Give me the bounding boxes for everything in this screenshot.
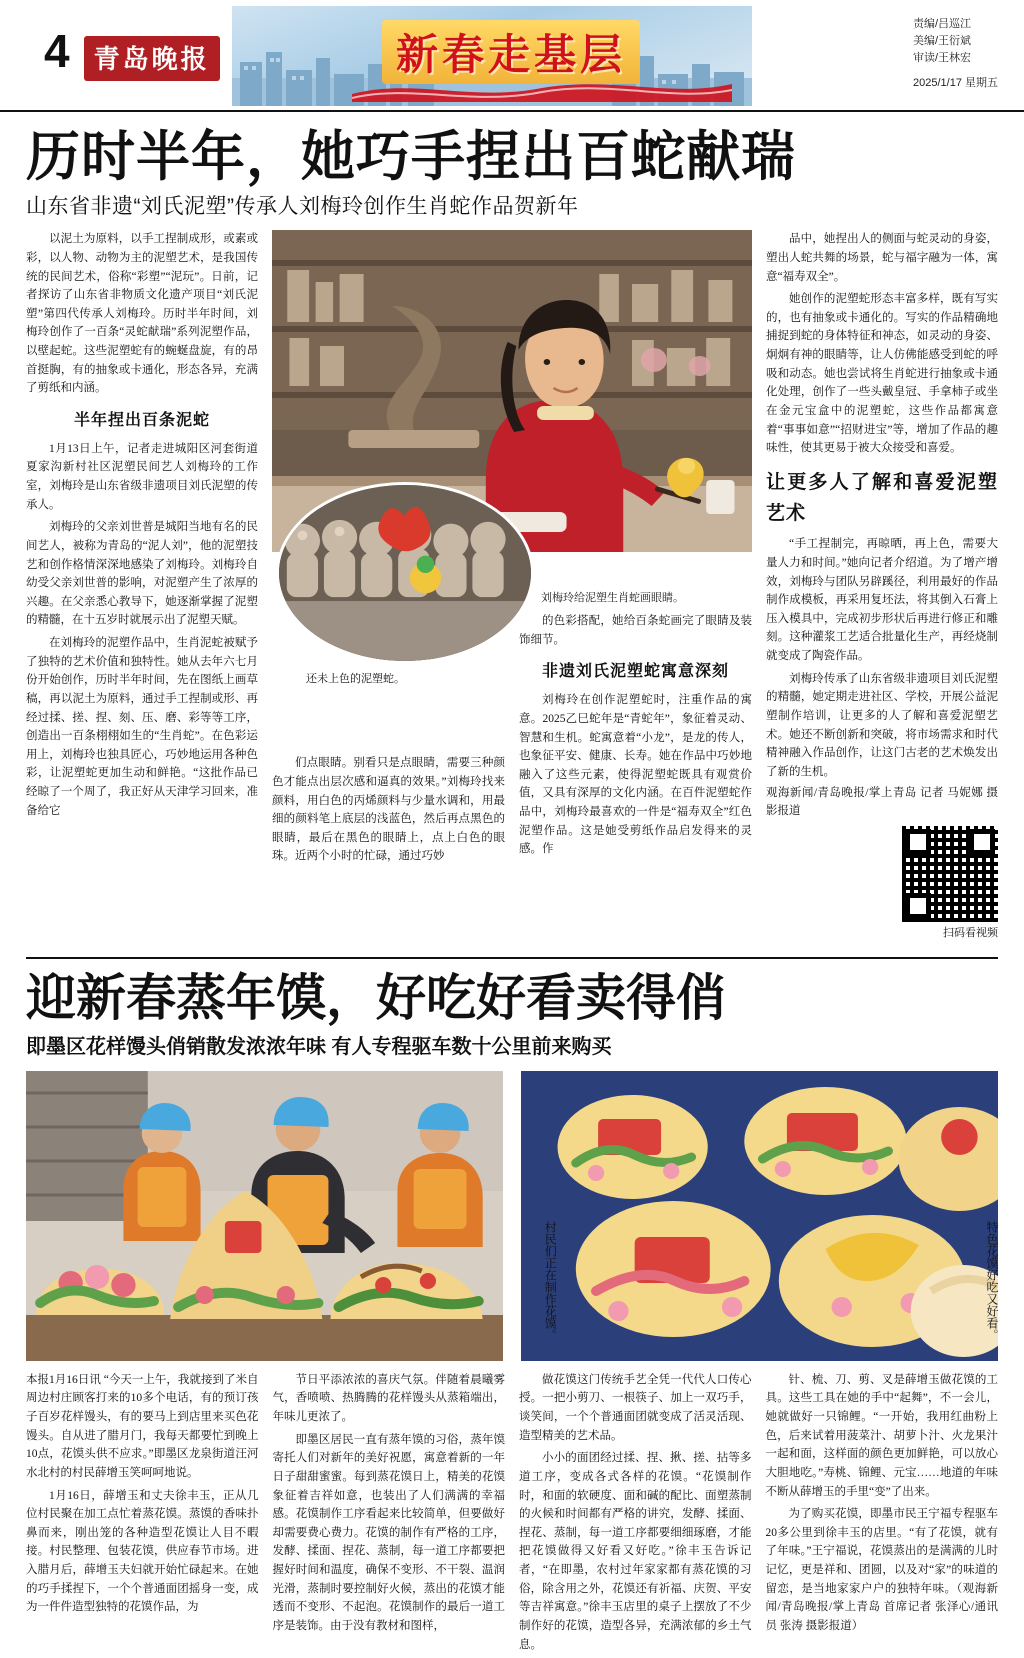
story1-headline: 历时半年，她巧手捏出百蛇献瑞 bbox=[26, 127, 796, 187]
paragraph: “手工捏制完，再晾晒，再上色，需要大量人力和时间。”她向记者介绍道。为了增产增效，刘梅玲与团队另辟蹊径，利用最好的作品制作成模板，再采用复坯法，将其倒入石膏上压入模具中，完成初步形状后再进行修正和雕刻。这种灌浆工艺适合批量化生产，再经烧制就变成了陶瓷作品。 bbox=[766, 538, 998, 663]
qr-caption: 扫码看视频 bbox=[943, 926, 998, 939]
caption-artisan-painting-eyes: 刘梅玲给泥塑生肖蛇画眼睛。 bbox=[541, 592, 684, 605]
story1-byline: 观海新闻/青岛晚报/掌上青岛 记者 马妮娜 摄影报道 bbox=[766, 787, 998, 817]
story2-col-2 bbox=[273, 1371, 506, 1658]
paragraph: 为了购买花馍，即墨市民王宁福专程驱车20多公里到徐丰玉的店里。“有了花馍，就有了年味。”王宁福说，花馍蒸出的是满满的儿时记忆，更是祥和、团圆，以及对“家”的味道的留恋，是当地家家户户的独特年味。（观海新闻/青岛晚报/掌上青岛 首席记者 张泽心/通讯员 张涛 摄影报道） bbox=[765, 1508, 998, 1632]
story1-columns bbox=[26, 230, 998, 942]
caption-unpainted-clay-snakes: 还未上色的泥塑蛇。 bbox=[306, 673, 405, 686]
story1-subhead: 山东省非遗“刘氏泥塑”传承人刘梅玲创作生肖蛇作品贺新年 bbox=[26, 195, 579, 219]
credit-editor: 责编/吕巡江 bbox=[913, 18, 972, 30]
section-banner bbox=[232, 6, 752, 106]
caption-decorative-huamo: 特色花馍好吃又好看。 bbox=[985, 1220, 999, 1341]
masthead bbox=[0, 0, 1024, 112]
paragraph: 刘梅玲在创作泥塑蛇时，注重作品的寓意。2025乙巳蛇年是“青蛇年”，象征着灵动、智慧和生机。蛇寓意着“小龙”，是龙的传人，也象征平安、健康、长寿。她在作品中巧妙地融入了这些元素，使得泥塑蛇既具有观赏价值，又具有深厚的文化内涵。在百件泥塑蛇作品中，刘梅玲最喜欢的一件是“福寿双全”红色泥塑作品。这是她受剪纸作品启发得来的灵感。作 bbox=[519, 694, 752, 856]
story1-section1-title: 半年捏出百条泥蛇 bbox=[73, 411, 210, 429]
story-divider bbox=[26, 957, 998, 959]
story1-left-column bbox=[26, 230, 258, 942]
credit-designer: 美编/王衍斌 bbox=[913, 35, 972, 48]
paragraph: 节日平添浓浓的喜庆气氛。伴随着晨曦雾气，香喷喷、热腾腾的花样馒头从蒸箱端出，年味儿更浓了。 bbox=[272, 1373, 505, 1424]
paragraph: 1月16日，薛增玉和丈夫徐丰玉，正从几位村民聚在加工点忙着蒸花馍。蒸馍的香味扑鼻而来，刚出笼的各种造型花馍让人目不暇接。村民整理、包装花馍，供应春节市场。进入腊月后，薛增玉夫妇就开始忙碌起来。在她的巧手揉捏下，一个个普通面团摇身一变，成为一件件造型独特的花馍作品，为 bbox=[26, 1489, 259, 1614]
paragraph: 刘梅玲传承了山东省级非遗项目刘氏泥塑的精髓，她定期走进社区、学校，开展公益泥塑制作培训，让更多的人了解和喜爱泥塑艺术。她还不断创新和突破，将市场需求和时代精神融入作品创作，让这门古老的艺术焕发出了新的生机。 bbox=[766, 672, 998, 778]
paragraph: 的色彩搭配，她给百条蛇画完了眼睛及装饰细节。 bbox=[519, 615, 752, 646]
masthead-credits bbox=[913, 16, 998, 92]
paragraph: 针、梳、刀、剪、叉是薛增玉做花馍的工具。这些工具在她的手中“起舞”，不一会儿，她就做好一只锦鲤。“一开始，我用红曲粉上色，后来试着用菠菜汁、胡萝卜汁、火龙果汁一起和面，这样面的颜色更加鲜艳，可以放心大胆地吃。”寿桃、锦鲤、元宝……地道的年味不断从薛增玉的手里“变”了出来。 bbox=[765, 1373, 998, 1498]
paragraph: 即墨区居民一直有蒸年馍的习俗，蒸年馍寄托人们对新年的美好祝愿，寓意着新的一年日子甜甜蜜蜜。每到蒸花馍日上，精美的花馍象征着吉祥如意，也装出了人们满满的幸福感。花馍制作工序看起来比较简单，但要做好却需要费心费力。花馍的制作有严格的工序，发酵、揉面、捏花、蒸制，每一道工序都要把握好时间和温度，确保不变形、不干裂、温润光滑，蒸制时要控制好火候，蒸出的花馍才能透而不变形、不起泡。花馍制作的最后一道工序是装饰。由于没有教材和图样， bbox=[272, 1433, 505, 1632]
story1-center-column bbox=[272, 230, 752, 942]
story2-col-1 bbox=[26, 1371, 259, 1658]
qr-block bbox=[766, 826, 998, 943]
story2-headline: 迎新春蒸年馍，好吃好看卖得俏 bbox=[26, 969, 726, 1026]
story1-center-col-b bbox=[519, 592, 752, 870]
story2-columns bbox=[26, 1371, 998, 1658]
story1-center-col-a bbox=[272, 754, 505, 870]
paragraph: 1月13日上午，记者走进城阳区河套街道夏家沟新村社区泥塑民间艺人刘梅玲的工作室，刘梅玲是山东省级非遗项目刘氏泥塑的传承人。 bbox=[26, 442, 258, 511]
story-huamo bbox=[0, 971, 1024, 1658]
paragraph: 刘梅玲的父亲刘世普是城阳当地有名的民间艺人，被称为青岛的“泥人刘”，他的泥塑技艺和创作格情深深地感染了刘梅玲。刘梅玲自幼受父亲刘世普的影响，对泥塑产生了浓厚的兴趣。在父亲悉心教导下，她逐渐掌握了泥塑的精髓，在十五岁时就展示出了泥塑天赋。 bbox=[26, 521, 258, 627]
story2-photos bbox=[26, 1071, 998, 1361]
caption-villagers-making-huamo: 村民们正在制作花馍。 bbox=[543, 1220, 558, 1341]
qr-code-icon[interactable] bbox=[902, 826, 998, 922]
story1-section3-title: 让更多人了解和喜爱泥塑艺术 bbox=[766, 471, 998, 524]
paragraph: 们点眼睛。别看只是点眼睛，需要三种颜色才能点出层次感和逼真的效果。”刘梅玲找来颜料，用白色的丙烯颜料与少量水调和，用最细的颜料笔上底层的浅蓝色，然后再点黑色的眼睛，最后在黑色的眼睛上，点上白色的眼珠。近两个小时的忙碌，通过巧妙 bbox=[272, 757, 505, 863]
banner-title: 新春走基层 bbox=[382, 20, 640, 84]
paragraph: 她创作的泥塑蛇形态丰富多样，既有写实的，也有抽象或卡通化的。写实的作品精确地捕捉到蛇的身体特征和神态，如灵动的身姿、炯炯有神的眼睛等，让人仿佛能感受到蛇的呼吸和动态。她也尝试将生肖蛇进行抽象或卡通化处理，创作了一些头戴皇冠、手拿柿子或坐在金元宝盒中的泥塑蛇，这些作品都寓意着“事事如意”“招财进宝”等，增加了作品的趣味性，使其更易于被大众接受和喜爱。 bbox=[766, 293, 998, 455]
story2-col-4 bbox=[766, 1371, 999, 1658]
story-nizhu bbox=[0, 128, 1024, 943]
photo-decorative-huamo bbox=[521, 1071, 998, 1361]
paragraph-lead: 本报1月16日讯 “今天一上午，我就接到了米自周边村庄顾客打来的10多个电话，有的预订孩子百岁花样馒头，有的要马上到店里来买色花馒头。自从进了腊月门，我每天都要忙到晚上10点，花馍头供不应求。”即墨区龙泉街道汪河水北村的村民薛增玉笑呵呵地说。 bbox=[26, 1373, 259, 1479]
paragraph: 品中，她捏出人的侧面与蛇灵动的身姿，塑出人蛇共舞的场景，蛇与福字融为一体，寓意“福寿双全”。 bbox=[766, 233, 998, 283]
publication-date: 2025/1/17 星期五 bbox=[913, 77, 998, 90]
story1-section2-title: 非遗刘氏泥塑蛇寓意深刻 bbox=[541, 663, 729, 681]
credit-proofreader: 审读/王林宏 bbox=[913, 52, 972, 65]
paragraph: 在刘梅玲的泥塑作品中，生肖泥蛇被赋予了独特的艺术价值和独特性。她从去年六七月份开始创作，历时半年时间，先在图纸上画草稿，再以泥土为原料，通过手工捏制或形、再经过揉、搓、捏、刻、压、磨、彩等等工序，创造出一百条栩栩如生的“生肖蛇”。在色彩运用上，刘梅玲也独具匠心，巧妙地运用各种色彩，让泥塑蛇更加生动和鲜艳。“这批作品已经晾了一个周了，我正好从天津学习回来，准备给它 bbox=[26, 637, 258, 817]
paragraph: 以泥土为原料，以手工捏制成形，或素或彩，以人物、动物为主的泥塑艺术，是我国传统的民间艺术，俗称“彩塑”“泥玩”。日前，记者探访了山东省非物质文化遗产项目“刘氏泥塑”第四代传承人刘梅玲。历时半年时间，刘梅玲创作了一百条“灵蛇献瑞”系列泥塑作品，以壁起蛇。这些泥塑蛇有的蜿蜒盘旋，有的昂首挺胸，有的抽象或卡通化，形态各异，充满了剪纸和内涵。 bbox=[26, 233, 258, 395]
photo-unpainted-clay-snakes bbox=[276, 482, 534, 664]
paragraph: 小小的面团经过揉、捏、揪、搓、拈等多道工序，变成各式各样的花馍。“花馍制作时，和面的软硬度、面和碱的配比、面塑蒸制的火候和时间都有严格的讲究，发酵、揉面、捏花、蒸制，每一道工序都要细细琢磨，才能把花馍做得又好看又好吃。”徐丰玉告诉记者，“在即墨，农村过年家家都有蒸花馍的习俗，除含用之外，花馍还有祈福、庆贺、平安等吉祥寓意。”徐丰玉店里的桌子上摆放了不少制作好的花馍，造型各异，充满浓郁的乡土气息。 bbox=[519, 1452, 752, 1651]
story2-col-3 bbox=[519, 1371, 752, 1658]
photo-villagers-making-huamo bbox=[26, 1071, 503, 1361]
story1-right-column bbox=[766, 230, 998, 942]
paper-logo: 青岛晚报 bbox=[84, 36, 220, 81]
paragraph: 做花馍这门传统手艺全凭一代代人口传心授。一把小剪刀、一根筷子、加上一双巧手，谈笑间，一个个普通面团就变成了活灵活现、造型精美的艺术品。 bbox=[519, 1373, 752, 1442]
page-number: 4 bbox=[44, 25, 70, 77]
story2-subhead: 即墨区花样馒头俏销散发浓浓年味 有人专程驱车数十公里前来购买 bbox=[26, 1035, 612, 1058]
